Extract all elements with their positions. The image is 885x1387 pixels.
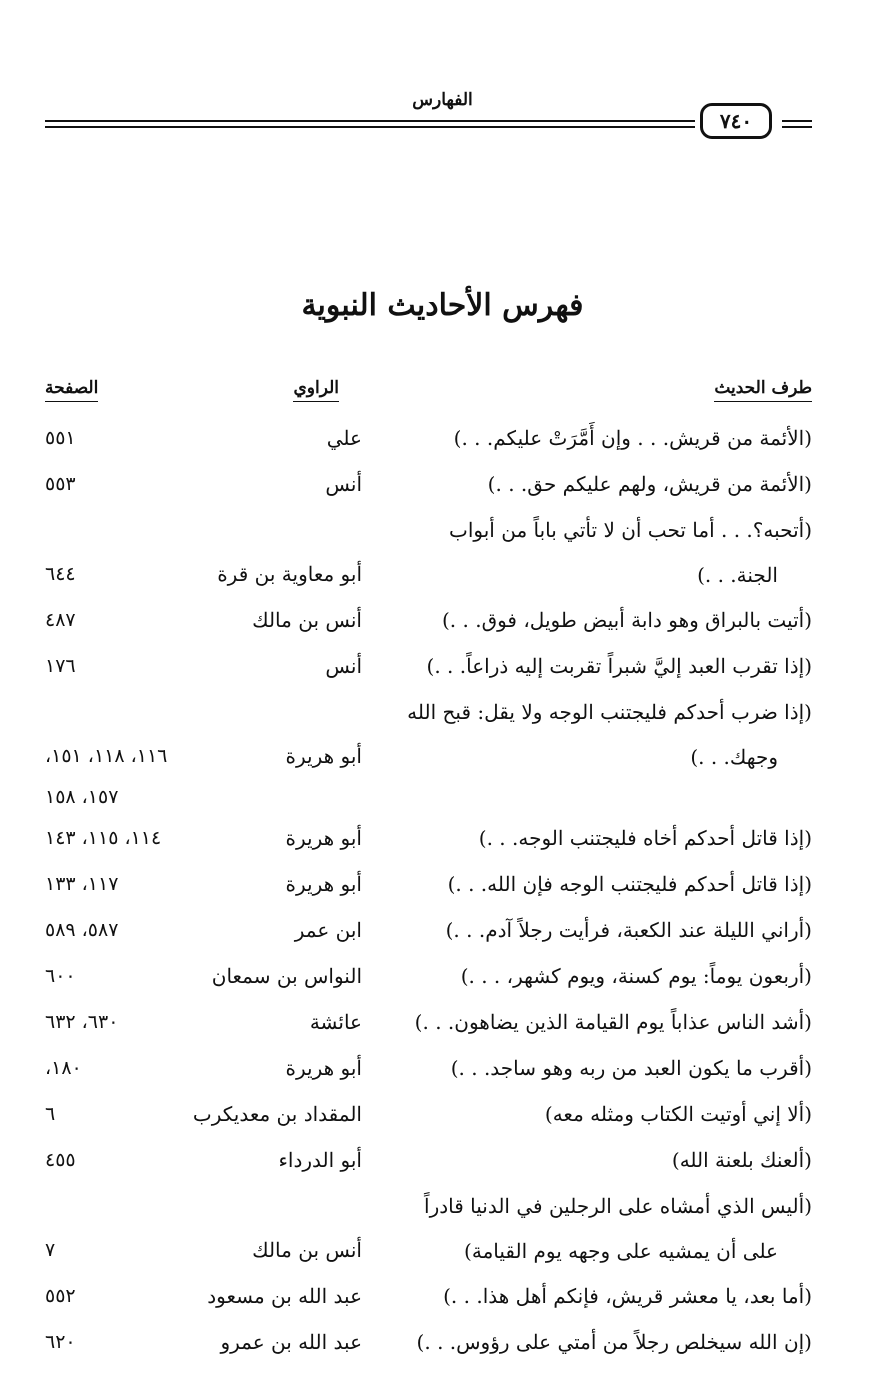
index-entry <box>0 1137 885 1183</box>
hadith-text <box>362 1273 812 1319</box>
narrator: أنس بن مالك <box>252 1238 362 1262</box>
page-reference <box>45 1137 76 1183</box>
page-reference <box>45 1091 55 1137</box>
header-rule-right-bottom <box>782 126 812 128</box>
hadith-text <box>362 597 812 643</box>
page-reference <box>45 551 76 597</box>
column-header-page: الصفحة <box>45 378 98 402</box>
page-reference-line: ٦ <box>45 1103 56 1125</box>
narrator: عبد الله بن مسعود <box>207 1284 362 1308</box>
narrator: أبو الدرداء <box>278 1148 362 1172</box>
hadith-text-line: (أربعون يوماً: يوم كسنة، ويوم كشهر، . . .) <box>460 964 812 988</box>
index-entry <box>0 1045 885 1091</box>
hadith-text-line: (أتيت بالبراق وهو دابة أبيض طويل، فوق. . .) <box>441 608 812 632</box>
narrator: أبو هريرة <box>285 1056 362 1080</box>
narrator: أنس <box>325 654 362 678</box>
page-reference <box>45 1227 55 1273</box>
hadith-text-line: (إذا ضرب أحدكم فليجتنب الوجه ولا يقل: قبح الله <box>407 700 812 724</box>
page-reference-line: ١٧٦ <box>45 655 76 677</box>
narrator: النواس بن سمعان <box>211 964 362 988</box>
hadith-text-line: (أما بعد، يا معشر قريش، فإنكم أهل هذا. . .) <box>443 1284 812 1308</box>
page-reference-line: ٦٢٠ <box>45 1331 76 1353</box>
narrator: أبو هريرة <box>285 744 362 768</box>
hadith-text <box>362 643 812 689</box>
hadith-text <box>362 861 812 907</box>
narrator: علي <box>326 426 362 450</box>
hadith-text <box>362 953 812 999</box>
hadith-text <box>362 815 812 861</box>
page-reference-line: ١٨٠، <box>45 1057 82 1079</box>
hadith-text <box>362 1045 812 1091</box>
hadith-text-line: (أراني الليلة عند الكعبة، فرأيت رجلاً آدم. . .) <box>445 918 812 942</box>
hadith-text-continuation: وجهك. . .) <box>690 745 778 769</box>
narrator: أبو هريرة <box>285 826 362 850</box>
index-entry <box>0 861 885 907</box>
page-reference-line: ١١٧، ١٣٣ <box>45 873 119 895</box>
header-rule-top <box>45 120 695 122</box>
header-rule-right-top <box>782 120 812 122</box>
hadith-text-continuation: الجنة. . .) <box>697 563 778 587</box>
index-entry <box>0 1183 885 1273</box>
index-entry <box>0 507 885 597</box>
hadith-text-line: (ألا إني أوتيت الكتاب ومثله معه) <box>544 1102 812 1126</box>
hadith-text-line: (أليس الذي أمشاه على الرجلين في الدنيا قادراً <box>424 1194 812 1218</box>
narrator: أبو هريرة <box>285 872 362 896</box>
index-entry-continuation <box>0 779 885 815</box>
column-header-hadith: طرف الحديث <box>714 378 812 402</box>
index-entry <box>0 815 885 861</box>
page-reference-line: ٥٨٧، ٥٨٩ <box>45 919 119 941</box>
index-entry <box>0 907 885 953</box>
hadith-text <box>362 1183 812 1273</box>
index-entry <box>0 1319 885 1365</box>
hadith-text <box>362 689 812 779</box>
page-reference <box>45 643 76 689</box>
hadith-text-line: (إذا قاتل أحدكم أخاه فليجتنب الوجه. . .) <box>478 826 812 850</box>
hadith-text-line: (إذا تقرب العبد إليَّ شبراً تقربت إليه ذراعاً. . .) <box>426 654 812 678</box>
page-reference-continuation: ١٥٧، ١٥٨ <box>45 786 119 808</box>
narrator: ابن عمر <box>294 918 362 942</box>
page-reference <box>45 1319 76 1365</box>
hadith-text-continuation: على أن يمشيه على وجهه يوم القيامة) <box>464 1239 778 1263</box>
page-reference <box>45 415 76 461</box>
hadith-text <box>362 999 812 1045</box>
hadith-text-line: (إن الله سيخلص رجلاً من أمتي على رؤوس. . .) <box>416 1330 812 1354</box>
page-reference <box>45 597 76 643</box>
index-entry <box>0 643 885 689</box>
index-entry <box>0 1273 885 1319</box>
hadith-text-line: (الأئمة من قريش. . . وإن أَمَّرَتْ عليكم. . .) <box>453 426 812 450</box>
page-reference-line: ٦٤٤ <box>45 563 76 585</box>
page-reference <box>45 1045 82 1091</box>
page-reference <box>45 815 161 861</box>
hadith-text <box>362 507 812 597</box>
narrator: عائشة <box>309 1010 362 1034</box>
hadith-text <box>362 1319 812 1365</box>
header-rule-bottom <box>45 126 695 128</box>
page-number: ٧٤٠ <box>700 103 772 139</box>
hadith-text <box>362 461 812 507</box>
page-reference-line: ٥٥١ <box>45 427 76 449</box>
hadith-text-line: (الأئمة من قريش، ولهم عليكم حق. . .) <box>487 472 812 496</box>
index-entry <box>0 953 885 999</box>
page-reference <box>45 907 118 953</box>
hadith-text <box>362 1137 812 1183</box>
page-reference-line: ١١٦، ١١٨، ١٥١، <box>45 745 168 767</box>
page-reference-line: ٦٠٠ <box>45 965 76 987</box>
index-entry <box>0 461 885 507</box>
hadith-text-line: (أقرب ما يكون العبد من ربه وهو ساجد. . .) <box>450 1056 812 1080</box>
page-reference-line: ٤٥٥ <box>45 1149 76 1171</box>
narrator: عبد الله بن عمرو <box>220 1330 362 1354</box>
page-reference <box>45 1273 76 1319</box>
narrator: أنس بن مالك <box>252 608 362 632</box>
page-reference <box>45 733 167 779</box>
hadith-text-line: (إذا قاتل أحدكم فليجتنب الوجه فإن الله. . .) <box>447 872 812 896</box>
page-reference-line: ٤٨٧ <box>45 609 76 631</box>
page-reference-line: ٥٥٢ <box>45 1285 76 1307</box>
page-reference-line: ٦٣٠، ٦٣٢ <box>45 1011 119 1033</box>
hadith-index-list <box>0 415 885 1365</box>
hadith-text-line: (ألعنك بلعنة الله) <box>671 1148 812 1172</box>
index-entry <box>0 597 885 643</box>
page-reference-line: ٧ <box>45 1239 56 1261</box>
hadith-text <box>362 1091 812 1137</box>
page-reference <box>45 999 118 1045</box>
page-reference <box>45 861 118 907</box>
narrator: أنس <box>325 472 362 496</box>
index-entry <box>0 689 885 779</box>
running-head: الفهارس <box>412 90 473 110</box>
index-entry <box>0 999 885 1045</box>
page-reference-line: ١١٤، ١١٥، ١٤٣ <box>45 827 162 849</box>
page-reference <box>45 461 76 507</box>
narrator: المقداد بن معديكرب <box>192 1102 362 1126</box>
hadith-text <box>362 415 812 461</box>
page-reference-line: ٥٥٣ <box>45 473 76 495</box>
hadith-text-line: (أتحبه؟. . . أما تحب أن لا تأتي باباً من أبواب <box>449 518 812 542</box>
narrator: أبو معاوية بن قرة <box>217 562 362 586</box>
hadith-text-line: (أشد الناس عذاباً يوم القيامة الذين يضاهون. . .) <box>414 1010 812 1034</box>
index-entry <box>0 1091 885 1137</box>
page-reference <box>45 953 76 999</box>
index-title: فهرس الأحاديث النبوية <box>301 288 584 323</box>
index-entry <box>0 415 885 461</box>
column-header-narrator: الراوي <box>293 378 339 402</box>
hadith-text <box>362 907 812 953</box>
